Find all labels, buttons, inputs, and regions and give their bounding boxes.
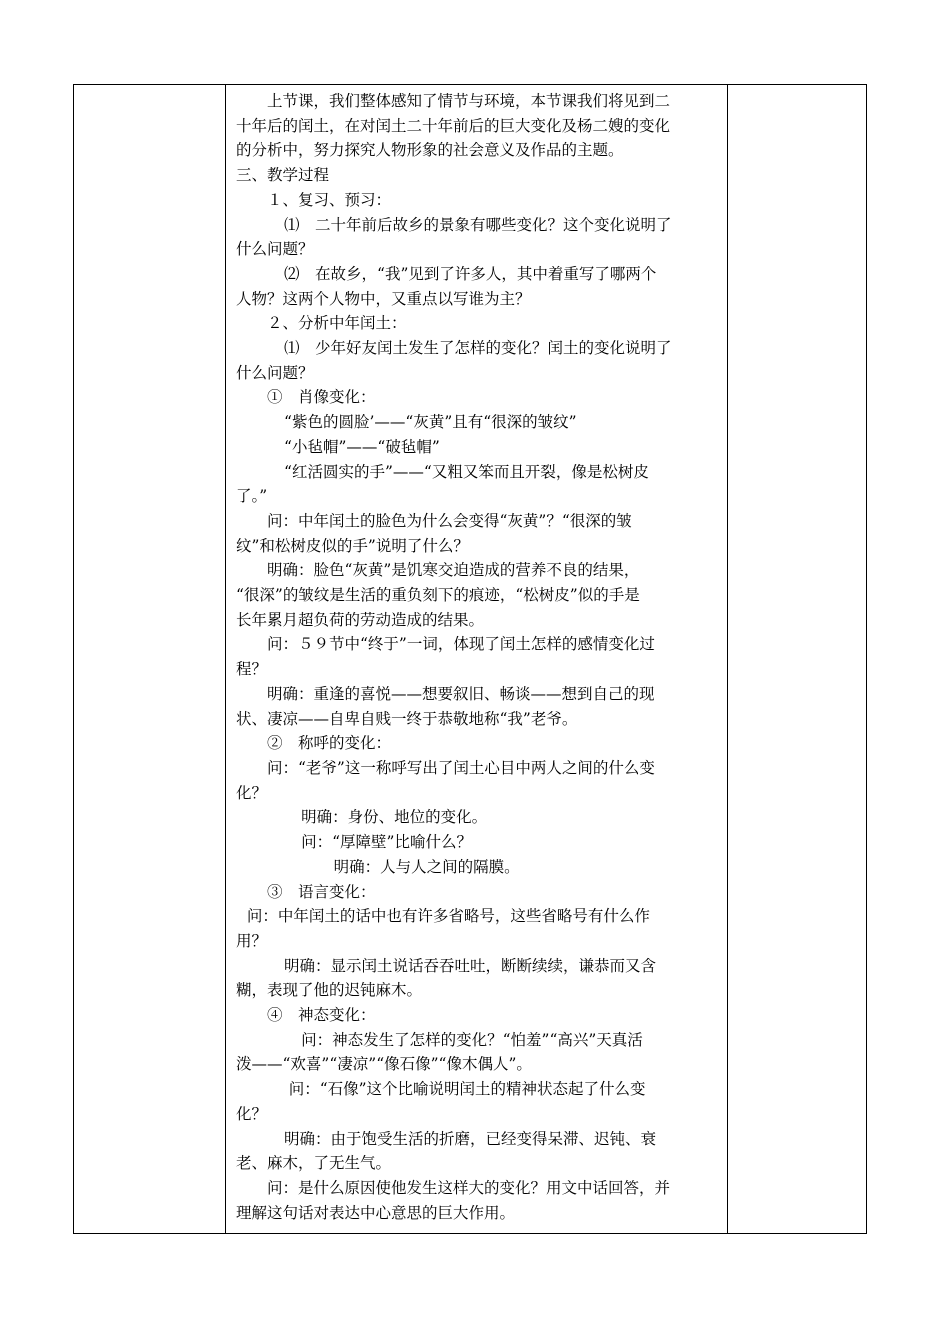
column-divider-right [727, 85, 728, 1233]
question-line: 问：“石像”这个比喻说明闰土的精神状态起了什么变 [288, 1080, 646, 1099]
answer-line: 明确：重逢的喜悦——想要叙旧、畅谈——想到自己的现 [267, 684, 655, 703]
comparison-line: “红活圆实的手”——“又粗又笨而且开裂，像是松树皮 [284, 462, 649, 481]
question-line: 问：中年闰土的脸色为什么会变得“灰黄”？“很深的皱 [267, 511, 632, 530]
comparison-line: “紫色的圆脸’——“灰黄”且有“很深的皱纹” [284, 413, 577, 432]
text-line: 泼——“欢喜”“凄凉”“像石像”“像木偶人”。 [236, 1055, 532, 1074]
lesson-content-cell [236, 89, 712, 1225]
text-line: 上节课，我们整体感知了情节与环境，本节课我们将见到二 [267, 92, 671, 110]
answer-line: 明确：由于饱受生活的折磨，已经变得呆滞、迟钝、衰 [284, 1129, 657, 1148]
text-line: 用？ [236, 931, 268, 950]
text-line: 程？ [236, 660, 268, 679]
text-line: 老、麻木，了无生气。 [236, 1154, 392, 1173]
point-heading: ③ 语言变化： [267, 882, 376, 901]
column-divider-left [225, 85, 226, 1233]
text-line: 糊，表现了他的迟钝麻木。 [236, 981, 423, 1000]
text-line: 什么问题？ [236, 363, 314, 382]
point-heading: ② 称呼的变化： [267, 734, 392, 753]
text-line: “很深”的皱纹是生活的重负刻下的痕迹，“松树皮”似的手是 [236, 586, 640, 605]
point-heading: ① 肖像变化： [267, 388, 376, 407]
answer-line: 明确：显示闰土说话吞吞吐吐，断断续续，谦恭而又含 [284, 956, 657, 975]
question-line: 问：“老爷”这一称呼写出了闰土心目中两人之间的什么变 [267, 758, 655, 777]
answer-line: 明确：身份、地位的变化。 [301, 808, 488, 827]
subsection-heading: １、复习、预习： [267, 190, 392, 209]
text-line: 人物？这两个人物中，又重点以写谁为主？ [236, 289, 531, 308]
text-line: 纹”和松树皮似的手”说明了什么？ [236, 536, 469, 555]
lesson-plan-table [73, 84, 867, 1234]
text-line: 状、凄凉——自卑自贱一终于恭敬地称“我”老爷。 [236, 709, 578, 728]
section-heading: 三、教学过程 [236, 166, 330, 185]
answer-line: 明确：脸色“灰黄”是饥寒交迫造成的营养不良的结果， [267, 561, 640, 580]
text-line: 理解这句话对表达中心意思的巨大作用。 [236, 1203, 516, 1222]
question-line: ⑴ 二十年前后故乡的景象有哪些变化？这个变化说明了 [284, 215, 672, 234]
text-line: 长年累月超负荷的劳动造成的结果。 [236, 610, 485, 629]
text-line: 化？ [236, 1104, 268, 1123]
point-heading: ④ 神态变化： [267, 1006, 376, 1025]
question-line: ⑴ 少年好友闰土发生了怎样的变化？闰土的变化说明了 [284, 339, 672, 358]
text-line: 什么问题？ [236, 240, 314, 259]
question-line: 问：５９节中“终于”一词，体现了闰土怎样的感情变化过 [267, 635, 655, 654]
text-line: 了。” [236, 487, 268, 506]
question-line: 问：是什么原因使他发生这样大的变化？用文中话回答，并 [267, 1178, 671, 1197]
answer-line: 明确：人与人之间的隔膜。 [333, 857, 520, 876]
text-line: 十年后的闰土，在对闰土二十年前后的巨大变化及杨二嫂的变化 [236, 116, 671, 135]
question-line: 问：神态发生了怎样的变化？“怕羞”“高兴”天真活 [301, 1030, 643, 1049]
subsection-heading: ２、分析中年闰土： [267, 314, 407, 333]
question-line: 问：中年闰土的话中也有许多省略号，这些省略号有什么作 [246, 907, 650, 926]
text-line: 化？ [236, 783, 268, 802]
text-line: 的分析中，努力探究人物形象的社会意义及作品的主题。 [236, 141, 624, 160]
question-line: 问：“厚障壁”比喻什么？ [301, 833, 472, 852]
comparison-line: “小毡帽”——“破毡帽” [284, 437, 440, 456]
question-line: ⑵ 在故乡，“我”见到了许多人，其中着重写了哪两个 [284, 264, 657, 283]
